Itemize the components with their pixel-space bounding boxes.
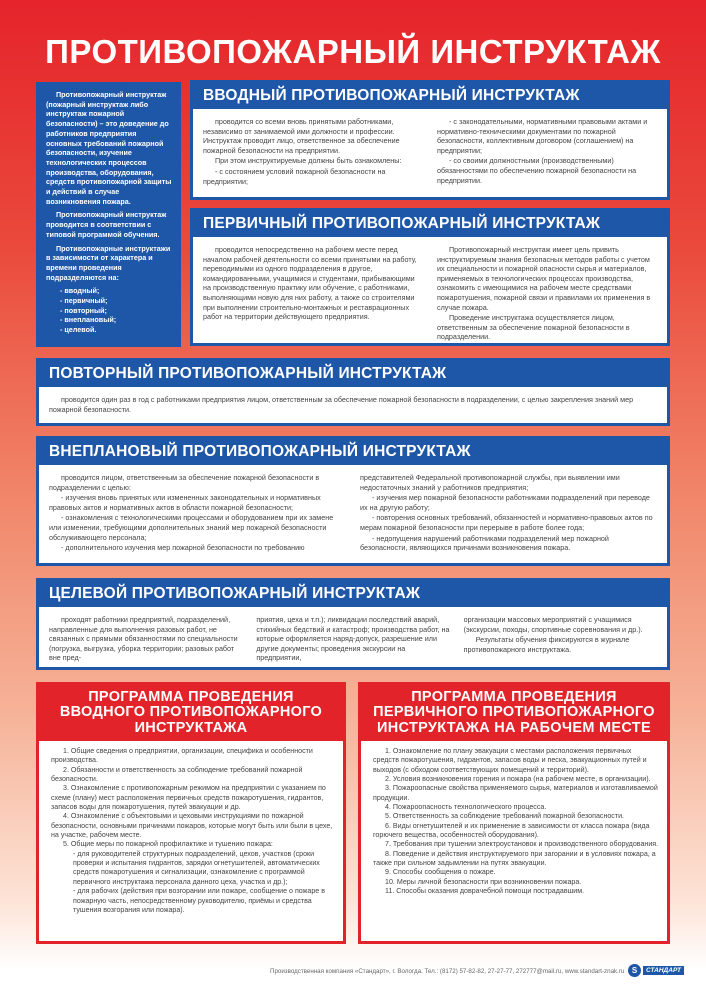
page-title: ПРОТИВОПОЖАРНЫЙ ИНСТРУКТАЖ (45, 33, 661, 70)
section-heading: ВНЕПЛАНОВЫЙ ПРОТИВОПОЖАРНЫЙ ИНСТРУКТАЖ (39, 439, 667, 465)
paragraph: Проведение инструктажа осуществляется лицом, ответственным за обеспечение пожарной безопасности в подразделении. (437, 313, 630, 342)
intro-paragraph-2: Противопожарный инструктаж проводится в соответствии с типовой программой обучения. (46, 210, 167, 239)
paragraph: Результаты обучения фиксируются в журнале противопожарного инструктажа. (463, 635, 630, 654)
section-heading: ПЕРВИЧНЫЙ ПРОТИВОПОЖАРНЫЙ ИНСТРУКТАЖ (193, 211, 667, 237)
vneplanovy-section (36, 436, 670, 566)
paragraph: - с законодательными, нормативными правовыми актами и нормативно-техническими документами по пожарной безопасности, коллективным договором (соглашением) на предприятии; (437, 117, 648, 155)
list-item: 3. Ознакомление с противопожарным режимом на предприятии с указанием по схеме (плану) мест расположения первичных средств пожаротушения, гидрантов, запасов воды для пожаротушения, путей эвакуации и др. (51, 784, 326, 812)
section-heading: ПОВТОРНЫЙ ПРОТИВОПОЖАРНЫЙ ИНСТРУКТАЖ (39, 361, 667, 387)
logo-icon: S (628, 964, 641, 977)
section-heading: ЦЕЛЕВОЙ ПРОТИВОПОЖАРНЫЙ ИНСТРУКТАЖ (39, 581, 667, 607)
paragraph: - изучения вновь принятых или измененных законодательных и нормативных правовых актов и нормативных актов в области пожарной безопасности; (49, 493, 321, 512)
list-item: 3. Пожароопасные свойства применяемого сырья, материалов и изготавливаемой продукции. (373, 784, 658, 802)
company-logo (628, 963, 686, 977)
list-item: 7. Требования при тушении электроустановок и производственного оборудования. (385, 840, 659, 849)
list-item: 5. Общие меры по пожарной профилактике и тушению пожара: (63, 840, 273, 849)
list-item: 5. Ответственность за соблюдение требований пожарной безопасности. (385, 812, 625, 821)
paragraph: проводится со всеми вновь принятыми работниками, независимо от занимаемой ими должности и профессии. Инструктаж проводит лицо, ответственное за обеспечение пожарной безопасности на предприятии. (203, 117, 400, 155)
paragraph: приятия, цеха и т.п.); ликвидации последствий аварий, стихийных бедствий и катастроф; производства работ, на которые оформляется наряд-допуск, разрешение или другие документы; проведения экскурсии на предприятии, (256, 615, 450, 663)
list-subitem: - для рабочих (действия при возгорании или пожаре, сообщение о пожаре в пожарную часть, непосредственному руководителю, приёмы и средства тушения возгорания или пожара). (73, 887, 325, 914)
list-item: - вводный; (60, 286, 100, 296)
paragraph: организации массовых мероприятий с учащимися (экскурсии, походы, спортивные соревнования и др.). (463, 615, 643, 634)
list-item: 9. Способы сообщения о пожаре. (385, 868, 496, 877)
paragraph: - ознакомления с технологическими процессами и оборудованием при их замене или изменении, требующими дополнительных знаний мер пожарной безопасности обслуживающего персонала; (49, 513, 334, 542)
list-subitem: - для руководителей структурных подразделений, цехов, участков (сроки проверки и испытания гидрантов, зарядки огнетушителей, автоматических средств пожаротушения и сигнализации, ознакомление с программой первичного инструктажа персонала данного цеха, участка и др.); (73, 849, 320, 886)
footer-contacts: Производственная компания «Стандарт», г. Вологда. Тел.: (8172) 57-82-82, 27-27-77, 272777@mail.ru, www.standart-znak.ru (270, 968, 625, 975)
intro-type-list (46, 286, 174, 335)
paragraph: - изучения мер пожарной безопасности работниками подразделений при переводе их на другую работу; (360, 493, 650, 512)
intro-paragraph-1: Противопожарный инструктаж (пожарный инструктаж либо инструктаж пожарной безопасности) – это доведение до работников предприятия основных требований пожарной безопасности, изучение технологических процессов производства, оборудования, средств противопожарной защиты и действий в случае возникновения пожара. (46, 90, 172, 206)
list-item: 8. Поведение и действия инструктируемого при загорании и в условиях пожара, а также при сильном задымлении на путях эвакуации. (373, 849, 656, 868)
list-item: 1. Общие сведения о предприятии, организации, специфика и особенности производства. (51, 747, 313, 765)
intro-paragraph-3: Противопожарные инструктажи в зависимости от характера и времени проведения подразделяются на: (46, 243, 171, 282)
paragraph: проводится один раз в год с работниками предприятия лицом, ответственным за обеспечение пожарной безопасности в подразделении, с целью закрепления знаний мер пожарной безопасности. (49, 395, 634, 414)
program-pervichny-box (358, 682, 670, 944)
list-item: 6. Виды огнетушителей и их применение в зависимости от класса пожара (вида горючего вещества, особенностей оборудования). (373, 821, 650, 840)
section-heading: ВВОДНЫЙ ПРОТИВОПОЖАРНЫЙ ИНСТРУКТАЖ (193, 83, 667, 109)
paragraph: проходят работники предприятий, подразделений, направленные для выполнения разовых работ, не связанных с прямыми обязанностями по специальности (погрузка, выгрузка, уборка территории; разовых работ вне пред- (49, 615, 238, 663)
paragraph: - повторения основных требований, обязанностей и нормативно-правовых актов по мерам пожарной безопасности при перерыве в работе более года; (360, 513, 653, 532)
paragraph: - недопущения нарушений работниками подразделений мер пожарной безопасности, являющихся причинами возникновения пожара. (360, 533, 609, 553)
logo-text: СТАНДАРТ (643, 966, 684, 975)
paragraph: проводится лицом, ответственным за обеспечение пожарной безопасности в подразделении с целью: (49, 473, 320, 492)
pervichny-section (190, 208, 670, 346)
vvodny-section (190, 80, 670, 200)
paragraph: - с состоянием условий пожарной безопасности на предприятии; (203, 166, 386, 186)
list-item: 10. Меры личной безопасности при возникновении пожара. (385, 877, 582, 886)
paragraph: - дополнительного изучения мер пожарной безопасности по требованию (61, 543, 305, 553)
paragraph: Противопожарный инструктаж имеет цель привить инструктируемым знания безопасных методов работы с учетом их специальности и пожарной опасности сырья и материалов, применяемых в технологических процессах производства, ознакомить с имеющимися на рабочем месте средствами пожаротушения, пожарной связи и правилами их применения в случае пожара. (437, 245, 651, 312)
list-item: 11. Способы оказания доврачебной помощи пострадавшим. (385, 887, 585, 896)
tselevoy-section (36, 578, 670, 670)
list-item: 4. Ознакомление с объектовыми и цеховыми инструкциями по пожарной безопасности, основными причинами пожаров, которые могут быть или были в цехе, на участке, рабочем месте. (51, 812, 333, 840)
list-item: 2. Условия возникновения горения и пожара (на рабочем месте, в организации). (385, 775, 651, 784)
list-item: - внеплановый; (60, 315, 117, 325)
list-item: - повторный; (60, 305, 107, 315)
program-heading: ПРОГРАММА ПРОВЕДЕНИЯ ПЕРВИЧНОГО ПРОТИВОПОЖАРНОГО ИНСТРУКТАЖА НА РАБОЧЕМ МЕСТЕ (361, 685, 667, 741)
list-item: 4. Пожароопасность технологического процесса. (385, 803, 547, 812)
list-item: - целевой. (60, 325, 97, 335)
povtorny-section (36, 358, 670, 426)
program-vvodny-box (36, 682, 346, 944)
list-item: 1. Ознакомление по плану эвакуации с местами расположения первичных средств пожаротушения, гидрантов, запасов воды и песка, эвакуационных путей и выходов (с обходом соответствующих помещений и территорий). (373, 747, 647, 774)
program-heading: ПРОГРАММА ПРОВЕДЕНИЯ ВВОДНОГО ПРОТИВОПОЖАРНОГО ИНСТРУКТАЖА (39, 685, 343, 741)
paragraph: При этом инструктируемые должны быть ознакомлены: (215, 156, 402, 166)
intro-box (36, 82, 181, 347)
paragraph: представителей Федеральной противопожарной службы, при выявлении ими недостаточных знаний у работников предприятия; (360, 473, 620, 492)
paragraph: проводится непосредственно на рабочем месте перед началом рабочей деятельности со всеми принятыми на работу, переводимыми из одного подразделения в другое, командированными, учащимися и студентами, прибывающими на производственную практику или обучение, с работниками, выполняющими новую для них работу, а также со строителями при выполнении строительно-монтажных и реставрационных работ на территории действующего предприятия. (203, 245, 417, 322)
paragraph: - со своими должностными (производственными) обязанностями по обеспечению пожарной безопасности на предприятии. (437, 156, 637, 185)
list-item: - первичный; (60, 296, 108, 306)
list-item: 2. Обязанности и ответственность за соблюдение требований пожарной безопасности. (51, 765, 303, 784)
